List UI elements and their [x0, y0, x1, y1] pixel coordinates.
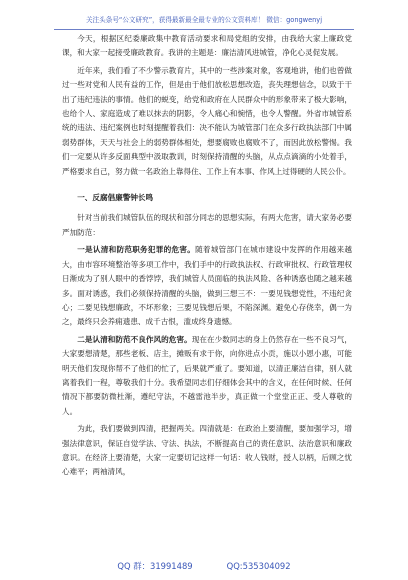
closing-paragraph: 为此，我们要做到四清，把握两关。四清就是：在政治上要清醒，要加强学习，增强法律意识，保证自觉学法、守法、执法，不断提高自己的责任意识、法治意识和廉政意识。在经济上要清楚，大家一定要切记这样一句话：收人钱财，授人以柄，后顾之忧心难平；两袖清风，	[62, 424, 352, 477]
danger-1-paragraph	[62, 243, 352, 329]
intro-paragraph-1: 今天，根据区纪委廉政集中教育活动要求和局党组的安排，由我给大家上廉政党课，和大家一起接受廉政教育。我讲的主题是：廉洁清风进城管，净化心灵促发展。	[62, 34, 352, 58]
section-intro-paragraph: 针对当前我们城管队伍的现状和部分同志的思想实际，有两大危害，请大家务必要严加防范：	[62, 213, 352, 237]
danger-2-lead: 二是认清和防范不良作风的危害。	[77, 334, 192, 344]
footer-qq-number: QQ:535304092	[226, 561, 291, 571]
section-heading: 一、反腐倡廉警钟长鸣	[77, 193, 154, 203]
danger-1-body: 随着城管部门在城市建设中发挥的作用越来越大，由市容环境整治等多项工作中，我们手中的行政执法权、行政审批权、行政管理权日渐成为了别人眼中的香饽饽，我们城管人员面临的执法风险、各种诱惑也随之越来越多。面对诱惑，我们必须保持清醒的头脑，做到三想三不：一要见钱想党性，不违纪贪心；二要见钱想廉政，不坏形象；三要见钱想后果，不陷深渊。避免心存侥幸，偶一为之，最终只会养痈遗患、成千古恨，滥成终身遗憾。	[62, 245, 352, 327]
danger-2-paragraph	[62, 333, 352, 419]
header-divider	[54, 29, 354, 30]
danger-1-lead: 一是认清和防范职务犯罪的危害。	[77, 245, 196, 255]
footer-qq-group: QQ 群：31991489	[117, 561, 193, 571]
danger-2-body: 现在在少数同志的身上仍然存在一些不良习气，大家要想清楚，那些老板、店主，摊贩有求于你，向你进点小贡，施以小恩小惠，可能明天他们发现你帮不了他们的忙了，后果就严重了。要知道，以清正廉洁自律，别人就离着我们一程，尊敬我们十分。我希望同志们仔细体会其中的含义，在任何时候、任何情况下都要防微杜渐，遵纪守法，不越雷池半步，真正做一个堂堂正正、受人尊敬的人。	[62, 334, 353, 416]
intro-paragraph-2: 近年来，我们看了不少警示教育片，其中的一些涉案对象，客观地讲，他们也曾做过一些对党和人民有益的工作，但是由于他们放松思想改造，丧失理想信念，以致于干出了违纪违法的事情。他们的蜕变，给党和政府在人民群众中的形象带来了极大影响，也给个人、家庭造成了难以抹去的阴影，令人痛心和惋惜，也令人警醒。外省市城管系统的违法、违纪案例也时刻提醒着我们：决不能认为城管部门在众多行政执法部门中属弱势群体，天天与社会上的弱势群体相处，想要腐败也腐败不了，而因此放松警惕。我们一定要从许多反面典型中汲取教训，时刻保持清醒的头脑，从点点滴滴的小处着手，严格要求自己，努力做一名政治上靠得住、工作上有本事、作风上过得硬的人民公仆。	[62, 65, 352, 176]
page-footer	[0, 560, 408, 572]
page-header-notice: 关注头条号“公文研究”，获得最新最全最专业的公文资料库！ 微信：gongwenyj	[85, 16, 323, 24]
document-body	[62, 32, 352, 480]
